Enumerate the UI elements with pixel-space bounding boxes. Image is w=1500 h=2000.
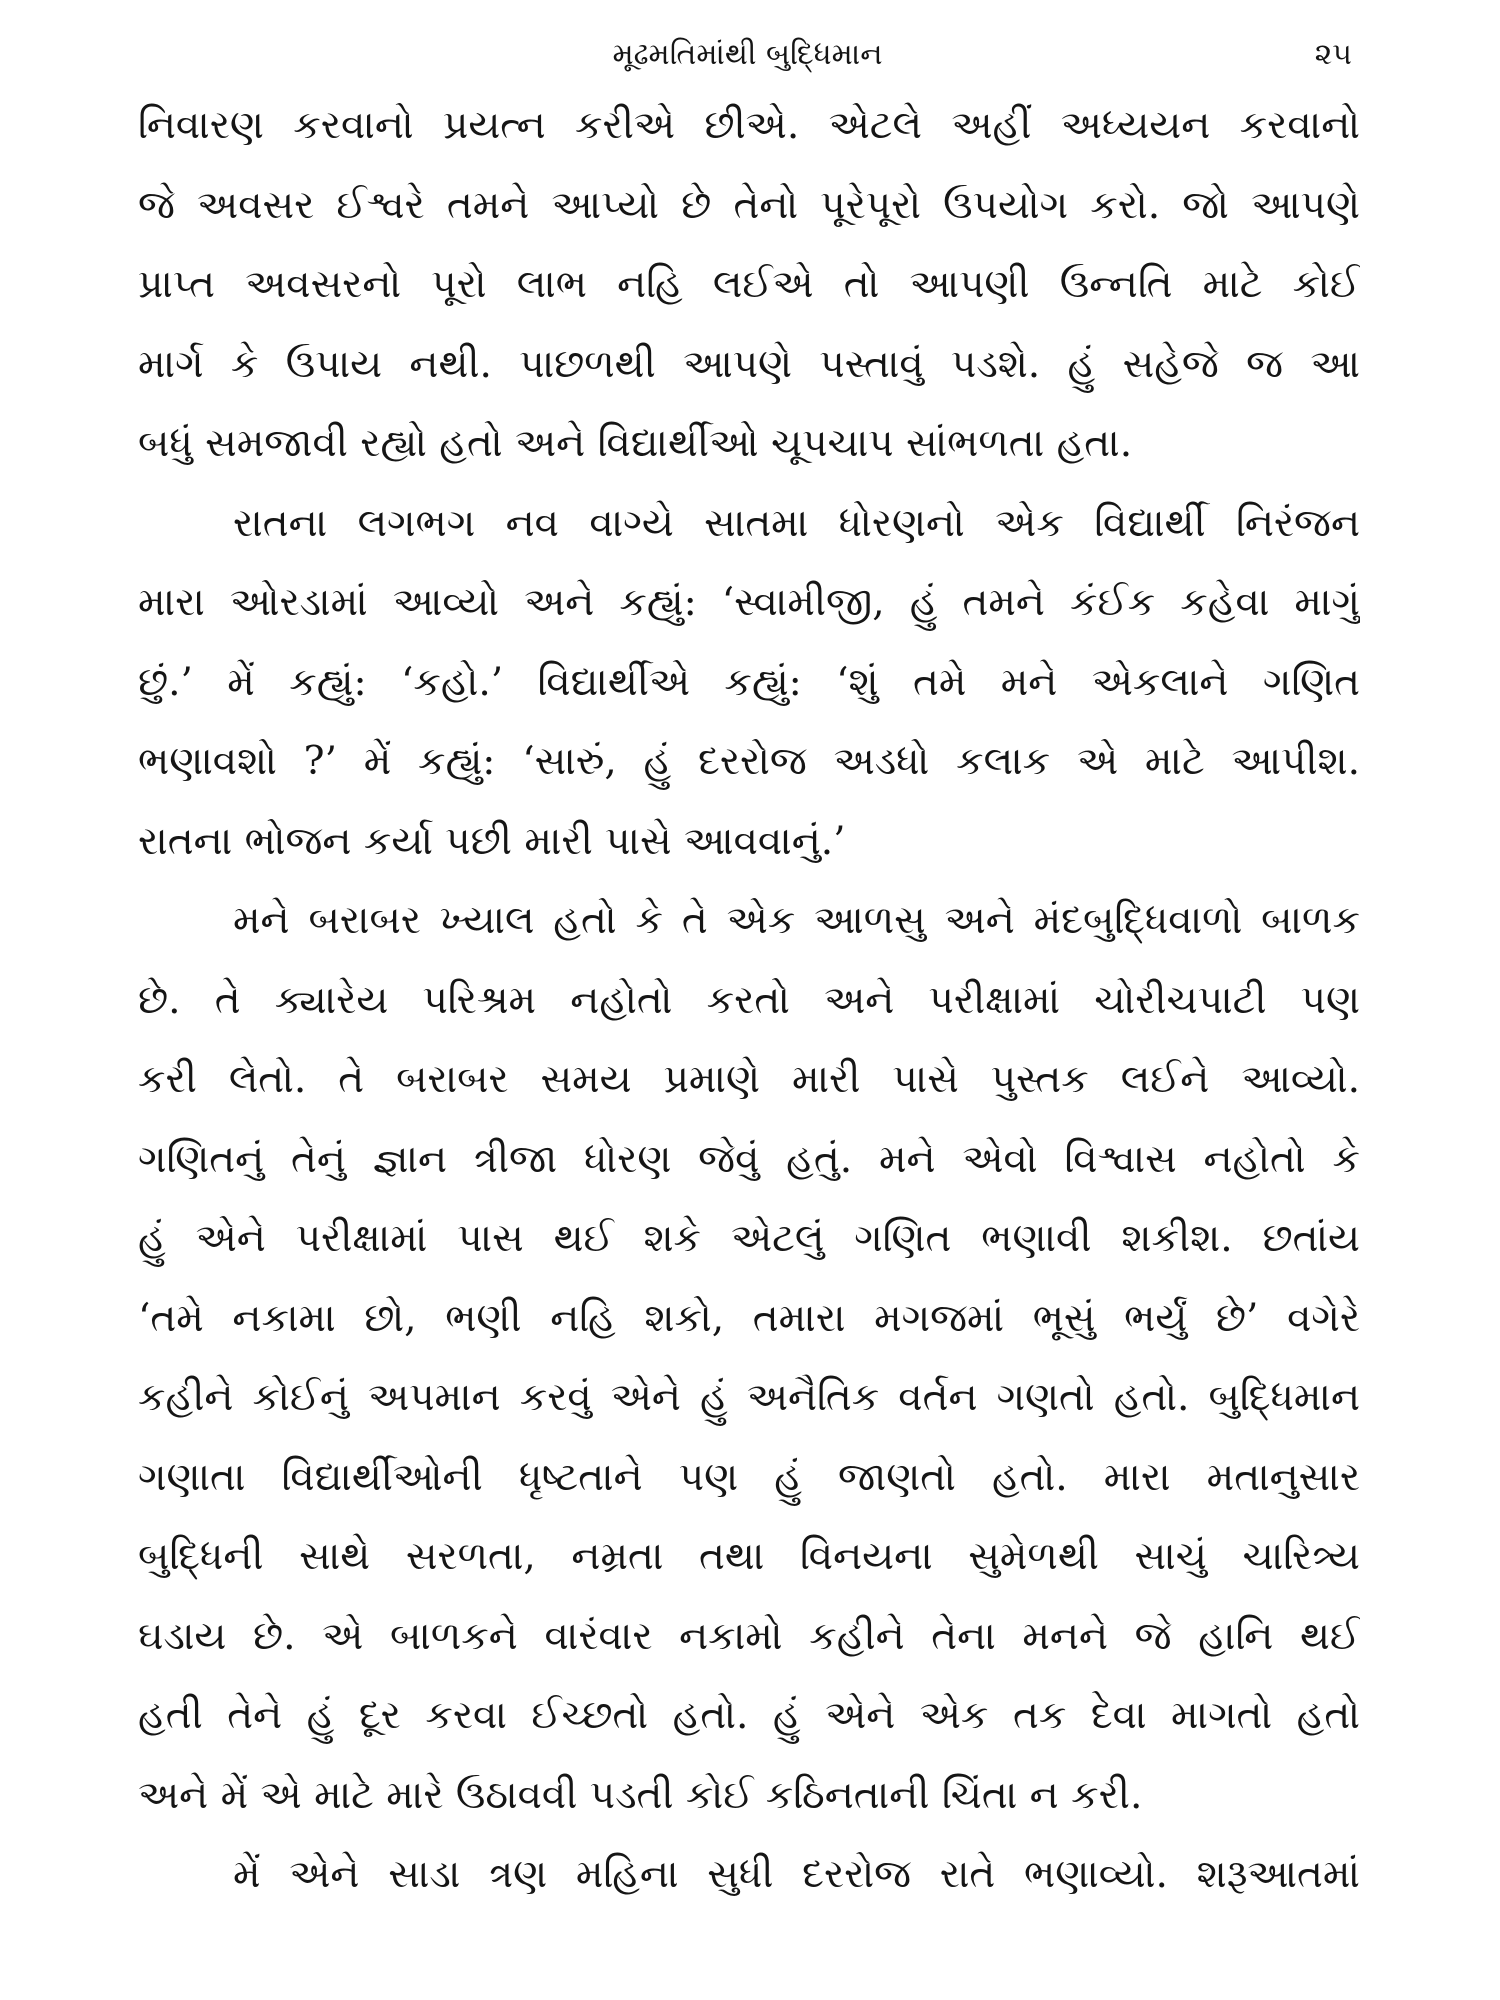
text-line: છું.’ મેં કહ્યું: ‘કહો.’ વિદ્યાર્થીએ કહ્યું: ‘શું તમે મને એકલાને ગણિત [138,659,1360,705]
body-text [138,86,1360,1915]
text-line: માર્ગ કે ઉપાય નથી. પાછળથી આપણે પસ્તાવું પડશે. હું સહેજે જ આ [138,341,1360,387]
text-line: ‘તમે નકામા છો, ભણી નહિ શકો, તમારા મગજમાં ભૂસું ભર્યું છે’ વગેરે [138,1295,1360,1341]
text-line: જે અવસર ઈશ્વરે તમને આપ્યો છે તેનો પૂરેપૂરો ઉપયોગ કરો. જો આપણે [138,182,1360,228]
text-line: બુદ્ધિની સાથે સરળતા, નમ્રતા તથા વિનયના સુમેળથી સાચું ચારિત્ર્ય [138,1534,1360,1579]
paragraph-first-line: મને બરાબર ખ્યાલ હતો કે તે એક આળસુ અને મંદબુદ્ધિવાળો બાળક [233,898,1360,943]
paragraph-first-line: રાતના લગભગ નવ વાગ્યે સાતમા ધોરણનો એક વિદ્યાર્થી નિરંજન [233,500,1360,546]
text-line: ગણાતા વિદ્યાર્થીઓની ધૃષ્ટતાને પણ હું જાણતો હતો. મારા મતાનુસાર [138,1454,1360,1500]
text-line: ગણિતનું તેનું જ્ઞાન ત્રીજા ધોરણ જેવું હતું. મને એવો વિશ્વાસ નહોતો કે [138,1136,1360,1182]
text-line: ઘડાય છે. એ બાળકને વારંવાર નકામો કહીને તેના મનને જે હાનિ થઈ [138,1613,1360,1659]
page-number: ૨૫ [1314,37,1352,72]
text-line: છે. તે ક્યારેય પરિશ્રમ નહોતો કરતો અને પરીક્ષામાં ચોરીચપાટી પણ [138,977,1360,1023]
text-line: રાતના ભોજન કર્યા પછી મારી પાસે આવવાનું.’ [138,818,846,864]
text-line: હું એને પરીક્ષામાં પાસ થઈ શકે એટલું ગણિત ભણાવી શકીશ. છતાંય [138,1216,1360,1261]
running-head [135,30,1360,80]
running-head-title: મૂઢમતિમાંથી બુદ્ધિમાન [612,37,883,72]
text-line: પ્રાપ્ત અવસરનો પૂરો લાભ નહિ લઈએ તો આપણી ઉન્નતિ માટે કોઈ [138,262,1360,307]
text-line: મારા ઓરડામાં આવ્યો અને કહ્યું: ‘સ્વામીજી, હું તમને કંઈક કહેવા માગું [138,580,1360,625]
text-line: ભણાવશો ?’ મેં કહ્યું: ‘સારું, હું દરરોજ અડધો કલાક એ માટે આપીશ. [138,739,1360,784]
text-line: હતી તેને હું દૂર કરવા ઈચ્છતો હતો. હું એને એક તક દેવા માગતો હતો [138,1693,1360,1738]
text-line: કહીને કોઈનું અપમાન કરવું એને હું અનૈતિક વર્તન ગણતો હતો. બુદ્ધિમાન [138,1375,1360,1420]
text-line: બધું સમજાવી રહ્યો હતો અને વિદ્યાર્થીઓ ચૂપચાપ સાંભળતા હતા. [138,421,1133,466]
text-line: કરી લેતો. તે બરાબર સમય પ્રમાણે મારી પાસે પુસ્તક લઈને આવ્યો. [138,1057,1360,1102]
text-line: અને મેં એ માટે મારે ઉઠાવવી પડતી કોઈ કઠિનતાની ચિંતા ન કરી. [138,1772,1143,1818]
paragraph-first-line: મેં એને સાડા ત્રણ મહિના સુધી દરરોજ રાતે ભણાવ્યો. શરૂઆતમાં [233,1852,1360,1897]
text-line: નિવારણ કરવાનો પ્રયત્ન કરીએ છીએ. એટલે અહીં અધ્યયન કરવાનો [138,103,1360,148]
